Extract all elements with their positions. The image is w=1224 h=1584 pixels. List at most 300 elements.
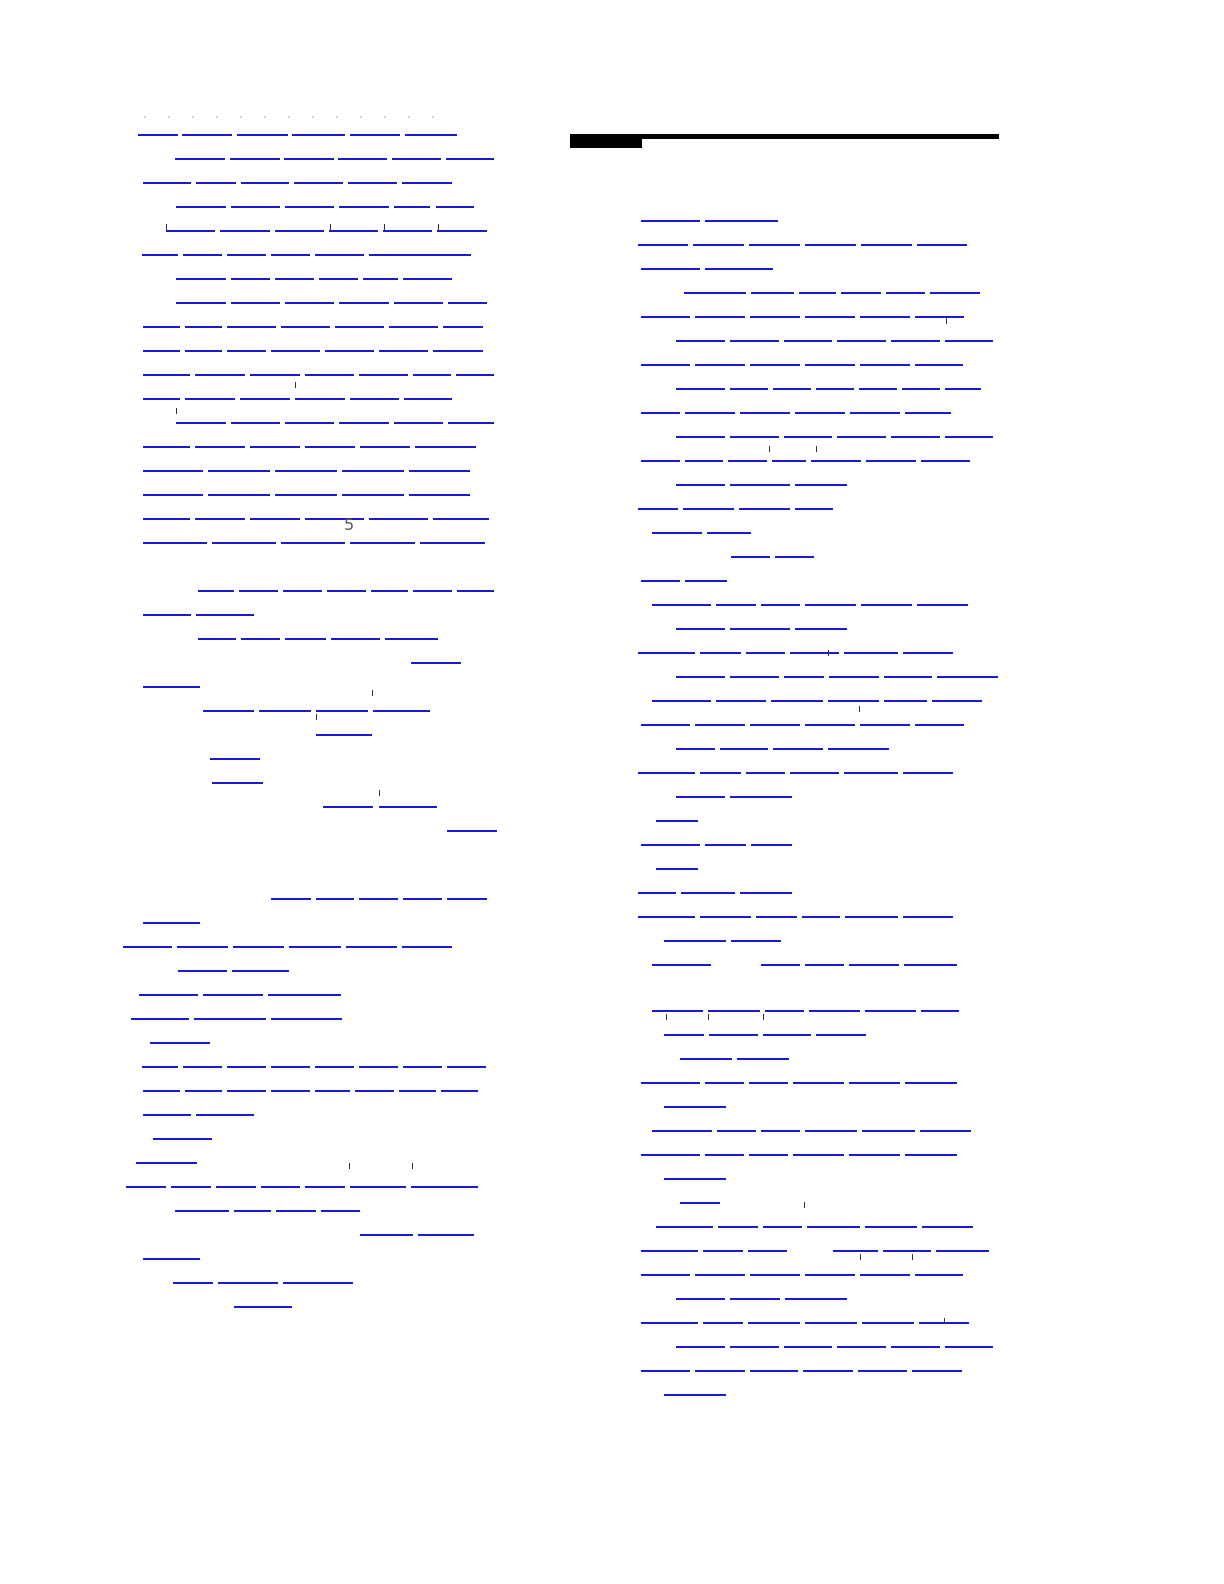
hyperlink-underline[interactable] xyxy=(166,230,215,232)
hyperlink-underline[interactable] xyxy=(292,134,345,136)
hyperlink-underline[interactable] xyxy=(142,1066,178,1068)
hyperlink-underline[interactable] xyxy=(350,134,400,136)
hyperlink-underline[interactable] xyxy=(805,364,855,366)
hyperlink-underline[interactable] xyxy=(231,422,280,424)
hyperlink-underline[interactable] xyxy=(143,1114,191,1116)
hyperlink-underline[interactable] xyxy=(359,1066,398,1068)
hyperlink-underline[interactable] xyxy=(739,508,790,510)
hyperlink-underline[interactable] xyxy=(250,446,300,448)
hyperlink-underline[interactable] xyxy=(912,1370,962,1372)
hyperlink-underline[interactable] xyxy=(227,326,276,328)
hyperlink-underline[interactable] xyxy=(799,292,836,294)
hyperlink-underline[interactable] xyxy=(405,134,457,136)
hyperlink-underline[interactable] xyxy=(231,302,280,304)
hyperlink-underline[interactable] xyxy=(241,638,280,640)
hyperlink-underline[interactable] xyxy=(641,844,700,846)
hyperlink-underline[interactable] xyxy=(750,724,800,726)
hyperlink-underline[interactable] xyxy=(915,724,964,726)
hyperlink-underline[interactable] xyxy=(905,412,951,414)
hyperlink-underline[interactable] xyxy=(185,350,222,352)
hyperlink-underline[interactable] xyxy=(394,302,443,304)
hyperlink-underline[interactable] xyxy=(883,1250,931,1252)
hyperlink-underline[interactable] xyxy=(413,590,452,592)
hyperlink-underline[interactable] xyxy=(737,1058,789,1060)
hyperlink-underline[interactable] xyxy=(945,340,993,342)
hyperlink-underline[interactable] xyxy=(641,364,690,366)
hyperlink-underline[interactable] xyxy=(656,868,698,870)
hyperlink-underline[interactable] xyxy=(143,326,180,328)
hyperlink-underline[interactable] xyxy=(945,388,981,390)
hyperlink-underline[interactable] xyxy=(234,1306,292,1308)
hyperlink-underline[interactable] xyxy=(231,278,270,280)
hyperlink-underline[interactable] xyxy=(790,652,839,654)
hyperlink-underline[interactable] xyxy=(756,916,797,918)
hyperlink-underline[interactable] xyxy=(837,1346,886,1348)
hyperlink-underline[interactable] xyxy=(447,898,487,900)
hyperlink-underline[interactable] xyxy=(641,580,680,582)
hyperlink-underline[interactable] xyxy=(325,350,374,352)
hyperlink-underline[interactable] xyxy=(930,292,980,294)
hyperlink-underline[interactable] xyxy=(240,398,290,400)
hyperlink-underline[interactable] xyxy=(198,590,234,592)
hyperlink-underline[interactable] xyxy=(198,638,236,640)
hyperlink-underline[interactable] xyxy=(143,446,190,448)
hyperlink-underline[interactable] xyxy=(763,1226,802,1228)
hyperlink-underline[interactable] xyxy=(433,350,483,352)
hyperlink-underline[interactable] xyxy=(196,1114,254,1116)
hyperlink-underline[interactable] xyxy=(389,326,438,328)
hyperlink-underline[interactable] xyxy=(641,316,690,318)
hyperlink-underline[interactable] xyxy=(276,1210,316,1212)
hyperlink-underline[interactable] xyxy=(761,964,800,966)
hyperlink-underline[interactable] xyxy=(271,350,320,352)
hyperlink-underline[interactable] xyxy=(285,422,334,424)
hyperlink-underline[interactable] xyxy=(638,244,688,246)
hyperlink-underline[interactable] xyxy=(641,1370,690,1372)
hyperlink-underline[interactable] xyxy=(295,398,345,400)
hyperlink-underline[interactable] xyxy=(143,350,180,352)
hyperlink-underline[interactable] xyxy=(917,604,968,606)
hyperlink-underline[interactable] xyxy=(746,652,785,654)
hyperlink-underline[interactable] xyxy=(409,470,470,472)
hyperlink-underline[interactable] xyxy=(685,412,735,414)
hyperlink-underline[interactable] xyxy=(891,1346,940,1348)
hyperlink-underline[interactable] xyxy=(730,1346,779,1348)
hyperlink-underline[interactable] xyxy=(363,278,398,280)
hyperlink-underline[interactable] xyxy=(921,460,970,462)
hyperlink-underline[interactable] xyxy=(828,748,889,750)
hyperlink-underline[interactable] xyxy=(748,1322,800,1324)
hyperlink-underline[interactable] xyxy=(261,1186,300,1188)
hyperlink-underline[interactable] xyxy=(695,316,745,318)
hyperlink-underline[interactable] xyxy=(173,1282,213,1284)
hyperlink-underline[interactable] xyxy=(315,1066,354,1068)
hyperlink-underline[interactable] xyxy=(139,994,198,996)
hyperlink-underline[interactable] xyxy=(790,772,839,774)
hyperlink-underline[interactable] xyxy=(176,302,226,304)
hyperlink-underline[interactable] xyxy=(143,494,203,496)
hyperlink-underline[interactable] xyxy=(350,542,415,544)
hyperlink-underline[interactable] xyxy=(448,302,487,304)
hyperlink-underline[interactable] xyxy=(652,532,702,534)
hyperlink-underline[interactable] xyxy=(415,446,476,448)
hyperlink-underline[interactable] xyxy=(784,676,824,678)
hyperlink-underline[interactable] xyxy=(321,1210,360,1212)
hyperlink-underline[interactable] xyxy=(216,1186,256,1188)
hyperlink-underline[interactable] xyxy=(641,460,680,462)
hyperlink-underline[interactable] xyxy=(448,422,494,424)
hyperlink-underline[interactable] xyxy=(705,220,778,222)
hyperlink-underline[interactable] xyxy=(641,1082,700,1084)
hyperlink-underline[interactable] xyxy=(285,302,334,304)
hyperlink-underline[interactable] xyxy=(684,292,746,294)
hyperlink-underline[interactable] xyxy=(329,230,378,232)
hyperlink-underline[interactable] xyxy=(730,484,790,486)
hyperlink-underline[interactable] xyxy=(268,994,341,996)
hyperlink-underline[interactable] xyxy=(750,316,800,318)
hyperlink-underline[interactable] xyxy=(413,374,451,376)
hyperlink-underline[interactable] xyxy=(749,1154,788,1156)
hyperlink-underline[interactable] xyxy=(860,316,910,318)
hyperlink-underline[interactable] xyxy=(350,1186,406,1188)
hyperlink-underline[interactable] xyxy=(937,676,998,678)
hyperlink-underline[interactable] xyxy=(319,278,358,280)
hyperlink-underline[interactable] xyxy=(805,724,855,726)
hyperlink-underline[interactable] xyxy=(750,364,800,366)
hyperlink-underline[interactable] xyxy=(383,230,432,232)
hyperlink-underline[interactable] xyxy=(143,398,180,400)
hyperlink-underline[interactable] xyxy=(761,604,800,606)
hyperlink-underline[interactable] xyxy=(403,278,452,280)
hyperlink-underline[interactable] xyxy=(809,1010,860,1012)
hyperlink-underline[interactable] xyxy=(656,1226,713,1228)
hyperlink-underline[interactable] xyxy=(123,946,172,948)
hyperlink-underline[interactable] xyxy=(195,518,245,520)
hyperlink-underline[interactable] xyxy=(194,1018,266,1020)
hyperlink-underline[interactable] xyxy=(903,772,953,774)
hyperlink-underline[interactable] xyxy=(685,580,727,582)
hyperlink-underline[interactable] xyxy=(886,292,925,294)
hyperlink-underline[interactable] xyxy=(271,1090,310,1092)
hyperlink-underline[interactable] xyxy=(316,710,368,712)
hyperlink-underline[interactable] xyxy=(845,916,898,918)
hyperlink-underline[interactable] xyxy=(418,1234,474,1236)
hyperlink-underline[interactable] xyxy=(142,254,178,256)
hyperlink-underline[interactable] xyxy=(143,1258,200,1260)
hyperlink-underline[interactable] xyxy=(208,470,270,472)
hyperlink-underline[interactable] xyxy=(305,446,355,448)
hyperlink-underline[interactable] xyxy=(143,922,200,924)
hyperlink-underline[interactable] xyxy=(355,1090,394,1092)
hyperlink-underline[interactable] xyxy=(922,1226,973,1228)
hyperlink-underline[interactable] xyxy=(233,946,284,948)
hyperlink-underline[interactable] xyxy=(271,254,310,256)
hyperlink-underline[interactable] xyxy=(641,268,700,270)
hyperlink-underline[interactable] xyxy=(676,1346,725,1348)
hyperlink-underline[interactable] xyxy=(652,700,711,702)
hyperlink-underline[interactable] xyxy=(195,374,245,376)
hyperlink-underline[interactable] xyxy=(294,182,343,184)
hyperlink-underline[interactable] xyxy=(446,158,494,160)
hyperlink-underline[interactable] xyxy=(784,340,832,342)
hyperlink-underline[interactable] xyxy=(865,1226,917,1228)
hyperlink-underline[interactable] xyxy=(227,350,266,352)
hyperlink-underline[interactable] xyxy=(716,700,766,702)
hyperlink-underline[interactable] xyxy=(717,1130,756,1132)
hyperlink-underline[interactable] xyxy=(680,1058,732,1060)
hyperlink-underline[interactable] xyxy=(208,494,270,496)
hyperlink-underline[interactable] xyxy=(917,244,967,246)
hyperlink-underline[interactable] xyxy=(403,898,442,900)
hyperlink-underline[interactable] xyxy=(323,806,373,808)
hyperlink-underline[interactable] xyxy=(730,1298,780,1300)
hyperlink-underline[interactable] xyxy=(676,748,715,750)
hyperlink-underline[interactable] xyxy=(283,590,322,592)
hyperlink-underline[interactable] xyxy=(183,254,222,256)
hyperlink-underline[interactable] xyxy=(275,278,314,280)
hyperlink-underline[interactable] xyxy=(693,244,744,246)
hyperlink-underline[interactable] xyxy=(232,970,289,972)
hyperlink-underline[interactable] xyxy=(772,460,806,462)
hyperlink-underline[interactable] xyxy=(849,1154,900,1156)
hyperlink-underline[interactable] xyxy=(359,898,398,900)
hyperlink-underline[interactable] xyxy=(703,1322,743,1324)
hyperlink-underline[interactable] xyxy=(716,604,756,606)
hyperlink-underline[interactable] xyxy=(350,398,399,400)
hyperlink-underline[interactable] xyxy=(411,1186,478,1188)
hyperlink-underline[interactable] xyxy=(700,772,741,774)
hyperlink-underline[interactable] xyxy=(447,1066,486,1068)
hyperlink-underline[interactable] xyxy=(860,1274,910,1276)
hyperlink-underline[interactable] xyxy=(828,700,879,702)
hyperlink-underline[interactable] xyxy=(676,1298,725,1300)
hyperlink-underline[interactable] xyxy=(281,542,345,544)
hyperlink-underline[interactable] xyxy=(921,1010,959,1012)
hyperlink-underline[interactable] xyxy=(805,316,855,318)
hyperlink-underline[interactable] xyxy=(709,1034,758,1036)
hyperlink-underline[interactable] xyxy=(402,182,452,184)
hyperlink-underline[interactable] xyxy=(837,436,886,438)
hyperlink-underline[interactable] xyxy=(705,1154,744,1156)
hyperlink-underline[interactable] xyxy=(685,460,723,462)
hyperlink-underline[interactable] xyxy=(652,1130,712,1132)
hyperlink-underline[interactable] xyxy=(859,388,897,390)
hyperlink-underline[interactable] xyxy=(348,182,397,184)
hyperlink-underline[interactable] xyxy=(891,436,940,438)
hyperlink-underline[interactable] xyxy=(237,134,288,136)
hyperlink-underline[interactable] xyxy=(175,158,225,160)
hyperlink-underline[interactable] xyxy=(861,604,912,606)
hyperlink-underline[interactable] xyxy=(239,590,278,592)
hyperlink-underline[interactable] xyxy=(860,364,910,366)
hyperlink-underline[interactable] xyxy=(403,1066,442,1068)
hyperlink-underline[interactable] xyxy=(220,230,270,232)
hyperlink-underline[interactable] xyxy=(638,892,676,894)
hyperlink-underline[interactable] xyxy=(399,1090,436,1092)
hyperlink-underline[interactable] xyxy=(227,1066,266,1068)
hyperlink-underline[interactable] xyxy=(641,412,680,414)
hyperlink-underline[interactable] xyxy=(707,532,751,534)
hyperlink-underline[interactable] xyxy=(231,206,280,208)
hyperlink-underline[interactable] xyxy=(746,772,785,774)
hyperlink-underline[interactable] xyxy=(904,964,957,966)
hyperlink-underline[interactable] xyxy=(805,964,844,966)
hyperlink-underline[interactable] xyxy=(915,316,964,318)
hyperlink-underline[interactable] xyxy=(346,946,397,948)
hyperlink-underline[interactable] xyxy=(342,470,404,472)
hyperlink-underline[interactable] xyxy=(695,724,745,726)
hyperlink-underline[interactable] xyxy=(730,628,790,630)
hyperlink-underline[interactable] xyxy=(241,182,289,184)
hyperlink-underline[interactable] xyxy=(420,542,485,544)
hyperlink-underline[interactable] xyxy=(385,638,438,640)
hyperlink-underline[interactable] xyxy=(749,1082,788,1084)
hyperlink-underline[interactable] xyxy=(652,604,711,606)
hyperlink-underline[interactable] xyxy=(143,374,190,376)
hyperlink-underline[interactable] xyxy=(945,1346,993,1348)
hyperlink-underline[interactable] xyxy=(730,340,779,342)
hyperlink-underline[interactable] xyxy=(218,1282,278,1284)
hyperlink-underline[interactable] xyxy=(751,292,794,294)
hyperlink-underline[interactable] xyxy=(338,158,387,160)
hyperlink-underline[interactable] xyxy=(740,892,792,894)
hyperlink-underline[interactable] xyxy=(785,1298,847,1300)
hyperlink-underline[interactable] xyxy=(676,388,725,390)
hyperlink-underline[interactable] xyxy=(751,844,792,846)
hyperlink-underline[interactable] xyxy=(920,1130,971,1132)
hyperlink-underline[interactable] xyxy=(915,1274,963,1276)
hyperlink-underline[interactable] xyxy=(275,494,337,496)
hyperlink-underline[interactable] xyxy=(784,436,832,438)
hyperlink-underline[interactable] xyxy=(271,1066,310,1068)
hyperlink-underline[interactable] xyxy=(945,436,993,438)
hyperlink-underline[interactable] xyxy=(227,1090,266,1092)
hyperlink-underline[interactable] xyxy=(932,700,982,702)
hyperlink-underline[interactable] xyxy=(411,662,461,664)
hyperlink-underline[interactable] xyxy=(185,1090,222,1092)
hyperlink-underline[interactable] xyxy=(730,796,792,798)
hyperlink-underline[interactable] xyxy=(185,398,235,400)
hyperlink-underline[interactable] xyxy=(773,748,823,750)
hyperlink-underline[interactable] xyxy=(862,1130,915,1132)
hyperlink-underline[interactable] xyxy=(700,916,751,918)
hyperlink-underline[interactable] xyxy=(680,1202,720,1204)
hyperlink-underline[interactable] xyxy=(844,772,898,774)
hyperlink-underline[interactable] xyxy=(409,494,470,496)
hyperlink-underline[interactable] xyxy=(638,772,695,774)
hyperlink-underline[interactable] xyxy=(195,446,245,448)
hyperlink-underline[interactable] xyxy=(315,1090,350,1092)
hyperlink-underline[interactable] xyxy=(740,412,790,414)
hyperlink-underline[interactable] xyxy=(641,724,690,726)
hyperlink-underline[interactable] xyxy=(227,254,266,256)
hyperlink-underline[interactable] xyxy=(360,1234,413,1236)
hyperlink-underline[interactable] xyxy=(884,700,927,702)
hyperlink-underline[interactable] xyxy=(289,946,341,948)
hyperlink-underline[interactable] xyxy=(773,388,811,390)
hyperlink-underline[interactable] xyxy=(850,412,900,414)
hyperlink-underline[interactable] xyxy=(795,628,847,630)
hyperlink-underline[interactable] xyxy=(143,614,191,616)
hyperlink-underline[interactable] xyxy=(664,1106,726,1108)
hyperlink-underline[interactable] xyxy=(795,508,833,510)
hyperlink-underline[interactable] xyxy=(143,470,203,472)
hyperlink-underline[interactable] xyxy=(359,374,408,376)
hyperlink-underline[interactable] xyxy=(849,964,899,966)
hyperlink-underline[interactable] xyxy=(695,1370,745,1372)
hyperlink-underline[interactable] xyxy=(402,946,452,948)
hyperlink-underline[interactable] xyxy=(315,254,364,256)
hyperlink-underline[interactable] xyxy=(676,676,725,678)
hyperlink-underline[interactable] xyxy=(807,1226,860,1228)
hyperlink-underline[interactable] xyxy=(903,652,953,654)
hyperlink-underline[interactable] xyxy=(708,1010,760,1012)
hyperlink-underline[interactable] xyxy=(259,710,311,712)
hyperlink-underline[interactable] xyxy=(176,206,226,208)
hyperlink-underline[interactable] xyxy=(902,388,940,390)
hyperlink-underline[interactable] xyxy=(730,388,768,390)
hyperlink-underline[interactable] xyxy=(271,898,311,900)
hyperlink-underline[interactable] xyxy=(178,970,227,972)
hyperlink-underline[interactable] xyxy=(335,326,384,328)
hyperlink-underline[interactable] xyxy=(676,436,725,438)
hyperlink-underline[interactable] xyxy=(305,1186,345,1188)
hyperlink-underline[interactable] xyxy=(652,1010,703,1012)
hyperlink-underline[interactable] xyxy=(705,1082,744,1084)
hyperlink-underline[interactable] xyxy=(638,508,678,510)
hyperlink-underline[interactable] xyxy=(150,1042,210,1044)
hyperlink-underline[interactable] xyxy=(342,494,404,496)
hyperlink-underline[interactable] xyxy=(664,1178,726,1180)
hyperlink-underline[interactable] xyxy=(795,484,847,486)
hyperlink-underline[interactable] xyxy=(837,340,886,342)
hyperlink-underline[interactable] xyxy=(905,1082,957,1084)
hyperlink-underline[interactable] xyxy=(784,1346,832,1348)
hyperlink-underline[interactable] xyxy=(763,1034,811,1036)
hyperlink-underline[interactable] xyxy=(203,994,263,996)
hyperlink-underline[interactable] xyxy=(447,830,497,832)
hyperlink-underline[interactable] xyxy=(765,1010,804,1012)
hyperlink-underline[interactable] xyxy=(903,916,953,918)
hyperlink-underline[interactable] xyxy=(305,374,354,376)
hyperlink-underline[interactable] xyxy=(443,326,483,328)
hyperlink-underline[interactable] xyxy=(841,292,881,294)
hyperlink-underline[interactable] xyxy=(683,508,734,510)
hyperlink-underline[interactable] xyxy=(203,710,254,712)
hyperlink-underline[interactable] xyxy=(250,518,300,520)
hyperlink-underline[interactable] xyxy=(664,1034,704,1036)
hyperlink-underline[interactable] xyxy=(371,590,408,592)
hyperlink-underline[interactable] xyxy=(805,1274,855,1276)
hyperlink-underline[interactable] xyxy=(936,1250,989,1252)
hyperlink-underline[interactable] xyxy=(730,436,779,438)
hyperlink-underline[interactable] xyxy=(176,278,226,280)
hyperlink-underline[interactable] xyxy=(339,422,389,424)
hyperlink-underline[interactable] xyxy=(171,1186,211,1188)
hyperlink-underline[interactable] xyxy=(250,374,300,376)
hyperlink-underline[interactable] xyxy=(327,590,366,592)
hyperlink-underline[interactable] xyxy=(676,628,725,630)
hyperlink-underline[interactable] xyxy=(143,1090,180,1092)
hyperlink-underline[interactable] xyxy=(731,940,781,942)
hyperlink-underline[interactable] xyxy=(339,206,389,208)
hyperlink-underline[interactable] xyxy=(858,1370,907,1372)
hyperlink-underline[interactable] xyxy=(861,244,912,246)
hyperlink-underline[interactable] xyxy=(730,676,779,678)
hyperlink-underline[interactable] xyxy=(816,1034,866,1036)
hyperlink-underline[interactable] xyxy=(915,364,963,366)
hyperlink-underline[interactable] xyxy=(761,1130,800,1132)
